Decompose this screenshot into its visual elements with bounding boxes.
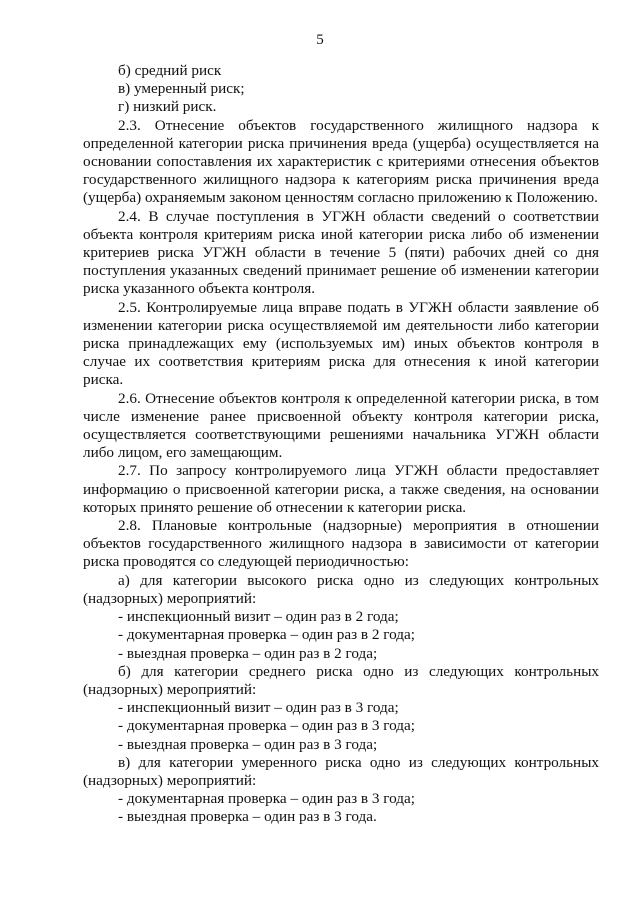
list-item-medium-risk: б) средний риск [118, 62, 222, 79]
list-item: - выездная проверка – один раз в 2 года; [118, 644, 378, 662]
paragraph-2-4: 2.4. В случае поступления в УГЖН области сведений о соответствии объекта контроля критериям риска иной категории риска либо об изменении критериев риска УГЖН области в течение 5 (пяти) рабочих дней со дня поступления указанных сведений принимает решение об изменении категории риска указанного объекта контроля. [83, 207, 599, 298]
list-item: - документарная проверка – один раз в 3 года; [118, 717, 415, 735]
paragraph-2-6: 2.6. Отнесение объектов контроля к определенной категории риска, в том числе изменение ранее присвоенной объекту контроля категории риска, осуществляется соответствующими решениями начальника УГЖН области либо лицом, его замещающим. [83, 389, 599, 462]
list-item: - инспекционный визит – один раз в 2 года; [118, 608, 399, 626]
paragraph-2-8: 2.8. Плановые контрольные (надзорные) мероприятия в отношении объектов государственного жилищного надзора в зависимости от категории риска проводятся со следующей периодичностью: [83, 517, 599, 571]
list-item: - выездная проверка – один раз в 3 года; [118, 735, 378, 753]
subitem-high-risk: а) для категории высокого риска одно из следующих контрольных (надзорных) мероприятий: [83, 571, 599, 607]
paragraph-2-5: 2.5. Контролируемые лица вправе подать в УГЖН области заявление об изменении категории риска осуществляемой им деятельности либо категории риска принадлежащих ему (используемых им) иных объектов контроля в случае их соответствия критериям риска для отнесения к иной категории риска. [83, 298, 599, 389]
subitem-moderate-risk: в) для категории умеренного риска одно из следующих контрольных (надзорных) мероприятий: [83, 753, 599, 789]
paragraph-2-7: 2.7. По запросу контролируемого лица УГЖН области предоставляет информацию о присвоенной категории риска, а также сведения, на основании которых принято решение об отнесении к категории риска. [83, 462, 599, 516]
subitem-medium-risk: б) для категории среднего риска одно из следующих контрольных (надзорных) мероприятий: [83, 662, 599, 698]
page-number: 5 [316, 32, 324, 48]
document-body [83, 62, 599, 827]
paragraph-2-3: 2.3. Отнесение объектов государственного жилищного надзора к определенной категории риска причинения вреда (ущерба) осуществляется на основании сопоставления их характеристик с критериями отнесения объектов государственного жилищного надзора к категориям риска причинения вреда (ущерба) охраняемым законом ценностям согласно приложению к Положению. [83, 116, 599, 207]
list-item: - документарная проверка – один раз в 3 года; [118, 790, 415, 808]
list-item-moderate-risk: в) умеренный риск; [118, 80, 245, 98]
list-item-low-risk: г) низкий риск. [118, 98, 217, 116]
list-item: - выездная проверка – один раз в 3 года. [118, 808, 377, 826]
list-item: - инспекционный визит – один раз в 3 года; [118, 699, 399, 717]
list-item: - документарная проверка – один раз в 2 года; [118, 626, 415, 644]
